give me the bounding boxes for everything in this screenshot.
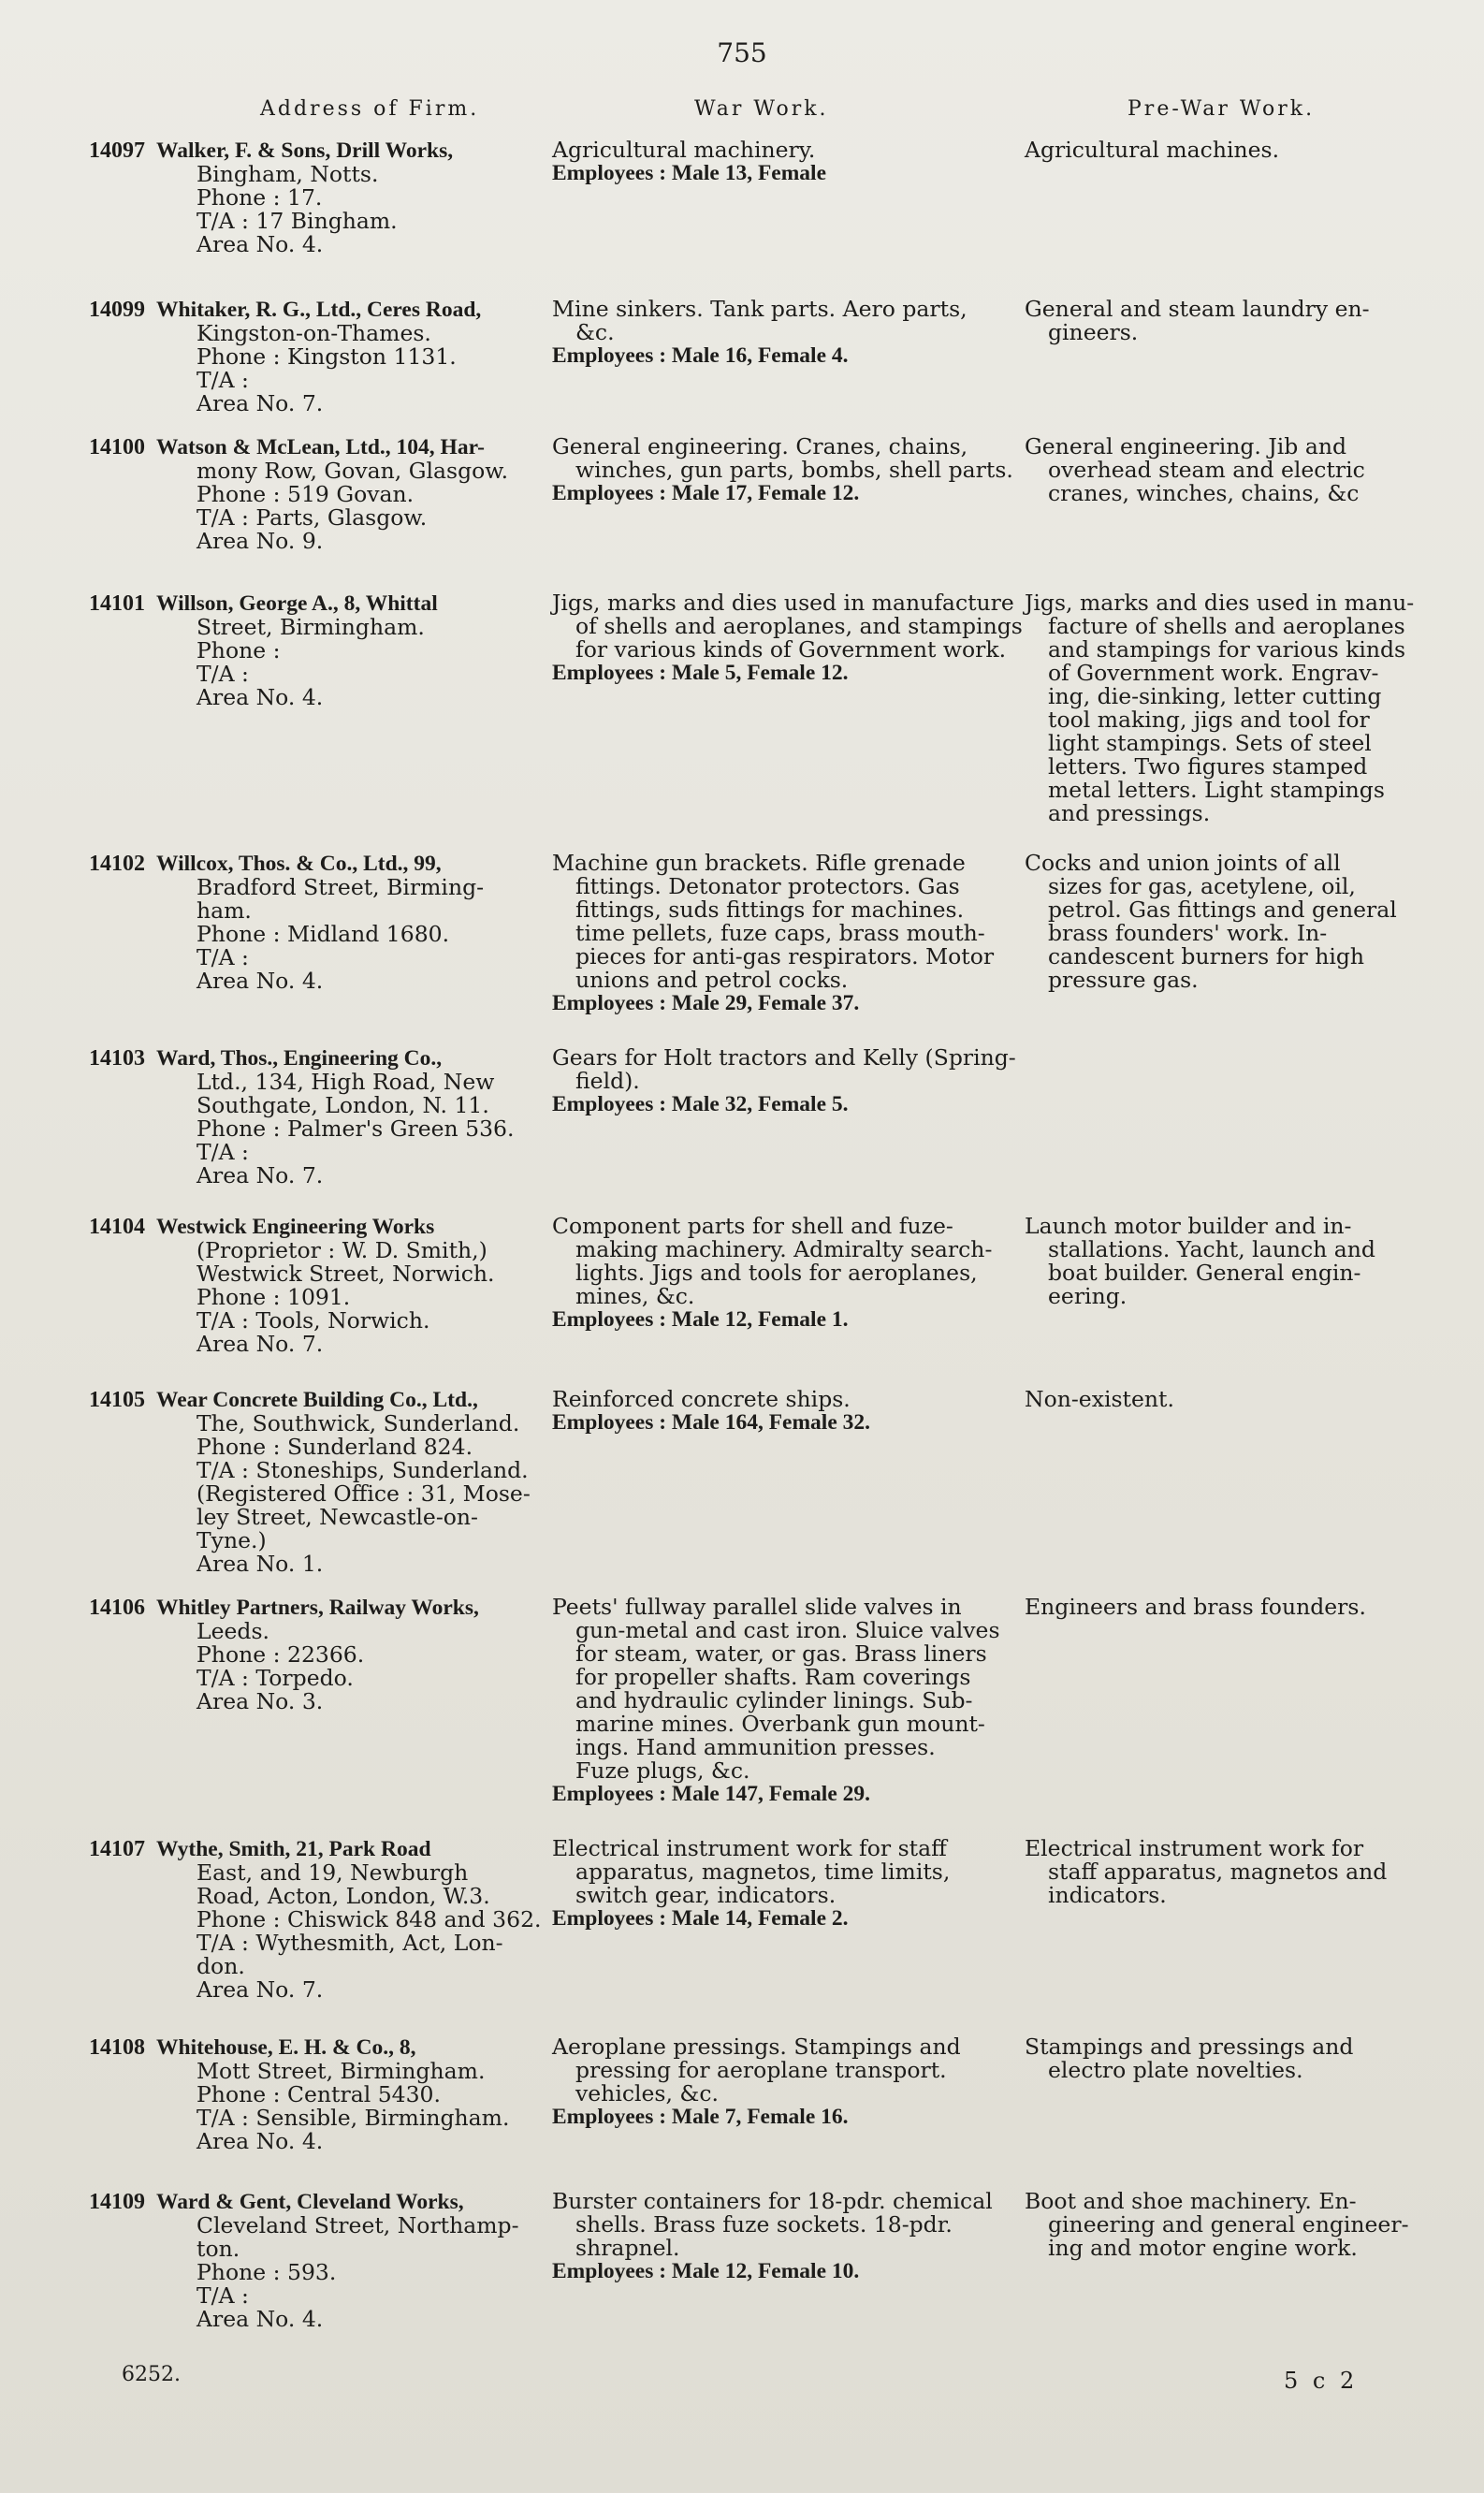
employees-count: Employees : Male 12, Female 10. bbox=[552, 2259, 860, 2283]
pre-war-work-line: overhead steam and electric bbox=[1048, 457, 1365, 483]
firm-name: Whitley Partners, Railway Works, bbox=[156, 1596, 479, 1620]
address-line: T/A : bbox=[196, 367, 249, 393]
firm-name: Wear Concrete Building Co., Ltd., bbox=[156, 1388, 478, 1412]
pre-war-work-line: Stampings and pressings and bbox=[1025, 2034, 1354, 2060]
address-line: T/A : Tools, Norwich. bbox=[196, 1307, 430, 1334]
address-line: The, Southwick, Sunderland. bbox=[196, 1410, 520, 1436]
pre-war-work-line: facture of shells and aeroplanes bbox=[1048, 613, 1405, 639]
war-work bbox=[552, 1215, 1011, 1332]
address-line: Cleveland Street, Northamp- bbox=[196, 2212, 519, 2238]
address-line: Area No. 3. bbox=[196, 1688, 324, 1714]
firm-name-line bbox=[89, 2035, 552, 2060]
address-line: Phone : Kingston 1131. bbox=[196, 343, 457, 370]
pre-war-work-line: gineers. bbox=[1048, 319, 1139, 345]
firm-address bbox=[89, 591, 552, 709]
entry-number: 14107 bbox=[89, 1837, 145, 1861]
war-work-line: gun-metal and cast iron. Sluice valves bbox=[575, 1617, 1000, 1643]
entry-number: 14105 bbox=[89, 1388, 145, 1412]
war-work-line: field). bbox=[575, 1068, 640, 1094]
employees-count: Employees : Male 7, Female 16. bbox=[552, 2105, 849, 2129]
war-work bbox=[552, 1837, 1011, 1931]
pre-war-work-line: boat builder. General engin- bbox=[1048, 1260, 1361, 1286]
war-work-line: for various kinds of Government work. bbox=[575, 636, 1007, 663]
firm-name: Watson & McLean, Ltd., 104, Har- bbox=[156, 435, 485, 459]
pre-war-work-line: electro plate novelties. bbox=[1048, 2057, 1303, 2083]
address-line: Bradford Street, Birming- bbox=[196, 874, 485, 900]
pre-war-work-line: eering. bbox=[1048, 1283, 1128, 1309]
war-work-line: Burster containers for 18-pdr. chemical bbox=[552, 2188, 993, 2214]
war-work-line: Fuze plugs, &c. bbox=[575, 1757, 750, 1784]
page-number: 755 bbox=[717, 37, 767, 68]
address-line: Kingston-on-Thames. bbox=[196, 320, 431, 346]
pre-war-work-line: of Government work. Engrav- bbox=[1048, 660, 1379, 686]
address-line: Area No. 4. bbox=[196, 2128, 324, 2154]
war-work-line: ings. Hand ammunition presses. bbox=[575, 1734, 936, 1760]
war-work-line: Aeroplane pressings. Stampings and bbox=[552, 2034, 961, 2060]
pre-war-work bbox=[1025, 2035, 1399, 2082]
firm-name-line bbox=[89, 591, 552, 616]
address-line: ley Street, Newcastle-on- bbox=[196, 1504, 478, 1530]
address-line: Area No. 7. bbox=[196, 390, 324, 416]
war-work-line: fittings, suds fittings for machines. bbox=[575, 897, 965, 923]
employees-count: Employees : Male 17, Female 12. bbox=[552, 481, 860, 505]
address-line: Area No. 1. bbox=[196, 1551, 324, 1577]
firm-name-line bbox=[89, 1596, 552, 1620]
war-work-line: lights. Jigs and tools for aeroplanes, bbox=[575, 1260, 978, 1286]
address-line: T/A : Parts, Glasgow. bbox=[196, 504, 428, 531]
pre-war-work-line: gineering and general engineer- bbox=[1048, 2211, 1409, 2238]
column-headers bbox=[0, 97, 1484, 135]
employees-count: Employees : Male 13, Female bbox=[552, 161, 827, 185]
war-work-line: time pellets, fuze caps, brass mouth- bbox=[575, 920, 985, 946]
pre-war-work-line: cranes, winches, chains, &c bbox=[1048, 480, 1360, 506]
footer-print-code: 6252. bbox=[122, 2363, 181, 2386]
firm-name: Whitehouse, E. H. & Co., 8, bbox=[156, 2035, 416, 2060]
entry-number: 14102 bbox=[89, 852, 145, 876]
war-work bbox=[552, 435, 1011, 505]
employees-count: Employees : Male 147, Female 29. bbox=[552, 1782, 871, 1806]
address-line: Area No. 9. bbox=[196, 528, 324, 554]
address-line: Phone : Central 5430. bbox=[196, 2081, 441, 2107]
address-line: Area No. 4. bbox=[196, 231, 324, 257]
address-line: (Registered Office : 31, Mose- bbox=[196, 1480, 531, 1507]
war-work-line: mines, &c. bbox=[575, 1283, 695, 1309]
address-line: Phone : Midland 1680. bbox=[196, 921, 450, 947]
address-line: T/A : Stoneships, Sunderland. bbox=[196, 1457, 529, 1483]
address-line: Southgate, London, N. 11. bbox=[196, 1092, 489, 1118]
pre-war-work-line: Engineers and brass founders. bbox=[1025, 1594, 1366, 1620]
address-line: T/A : bbox=[196, 661, 249, 687]
address-line: Phone : 1091. bbox=[196, 1284, 351, 1310]
header-address: Address of Firm. bbox=[260, 97, 480, 121]
address-line: Phone : Sunderland 824. bbox=[196, 1434, 473, 1460]
war-work-line: Jigs, marks and dies used in manufacture bbox=[552, 590, 1014, 616]
address-line: Phone : Chiswick 848 and 362. bbox=[196, 1906, 542, 1932]
address-line: T/A : Sensible, Birmingham. bbox=[196, 2105, 510, 2131]
pre-war-work-line: metal letters. Light stampings bbox=[1048, 777, 1385, 803]
entry-number: 14097 bbox=[89, 138, 145, 163]
pre-war-work-line: Non-existent. bbox=[1025, 1386, 1174, 1412]
address-line: Phone : bbox=[196, 637, 281, 663]
address-line: T/A : Torpedo. bbox=[196, 1665, 354, 1691]
war-work-line: Gears for Holt tractors and Kelly (Spring- bbox=[552, 1044, 1016, 1071]
address-line: ton. bbox=[196, 2236, 240, 2262]
war-work-line: making machinery. Admiralty search- bbox=[575, 1236, 993, 1262]
firm-name: Walker, F. & Sons, Drill Works, bbox=[156, 138, 454, 163]
pre-war-work-line: and stampings for various kinds bbox=[1048, 636, 1406, 663]
war-work-line: for propeller shafts. Ram coverings bbox=[575, 1664, 971, 1690]
firm-name-line bbox=[89, 298, 552, 322]
address-line: mony Row, Govan, Glasgow. bbox=[196, 458, 509, 484]
war-work bbox=[552, 1388, 1011, 1435]
pre-war-work bbox=[1025, 2188, 1409, 2261]
war-work-line: of shells and aeroplanes, and stampings bbox=[575, 613, 1023, 639]
war-work-line: shells. Brass fuze sockets. 18-pdr. bbox=[575, 2211, 953, 2238]
pre-war-work-line: candescent burners for high bbox=[1048, 943, 1365, 970]
address-line: Ltd., 134, High Road, New bbox=[196, 1069, 495, 1095]
firm-name-line bbox=[89, 1388, 552, 1412]
address-line: Bingham, Notts. bbox=[196, 161, 379, 187]
address-line: Area No. 7. bbox=[196, 1331, 324, 1357]
war-work-line: Agricultural machinery. bbox=[552, 137, 816, 163]
address-line: Road, Acton, London, W.3. bbox=[196, 1883, 490, 1909]
war-work-line: fittings. Detonator protectors. Gas bbox=[575, 873, 960, 899]
pre-war-work-line: Agricultural machines. bbox=[1025, 137, 1280, 163]
pre-war-work-line: pressure gas. bbox=[1048, 967, 1199, 993]
address-line: Area No. 4. bbox=[196, 2306, 324, 2332]
address-line: T/A : bbox=[196, 2282, 249, 2309]
firm-address bbox=[89, 1837, 552, 2002]
footer-signature: 5 c 2 bbox=[1284, 2368, 1359, 2394]
address-line: Leeds. bbox=[196, 1618, 269, 1644]
pre-war-work-line: stallations. Yacht, launch and bbox=[1048, 1236, 1375, 1262]
address-line: Mott Street, Birmingham. bbox=[196, 2058, 486, 2084]
firm-name: Ward, Thos., Engineering Co., bbox=[156, 1046, 443, 1071]
war-work-line: Mine sinkers. Tank parts. Aero parts, bbox=[552, 296, 968, 322]
entry-number: 14104 bbox=[89, 1215, 145, 1239]
pre-war-work-line: Boot and shoe machinery. En- bbox=[1025, 2188, 1357, 2214]
firm-address bbox=[89, 1215, 552, 1356]
firm-address bbox=[89, 852, 552, 993]
address-line: Street, Birmingham. bbox=[196, 614, 425, 640]
war-work-line: Reinforced concrete ships. bbox=[552, 1386, 851, 1412]
war-work-line: pressing for aeroplane transport. bbox=[575, 2057, 947, 2083]
address-line: (Proprietor : W. D. Smith,) bbox=[196, 1237, 487, 1263]
employees-count: Employees : Male 5, Female 12. bbox=[552, 661, 849, 685]
pre-war-work-line: Jigs, marks and dies used in manu- bbox=[1025, 590, 1415, 616]
firm-address bbox=[89, 2190, 552, 2331]
address-line: Tyne.) bbox=[196, 1527, 267, 1553]
pre-war-work-line: ing and motor engine work. bbox=[1048, 2235, 1358, 2261]
war-work bbox=[552, 852, 1011, 1015]
war-work-line: winches, gun parts, bombs, shell parts. bbox=[575, 457, 1013, 483]
pre-war-work-line: tool making, jigs and tool for bbox=[1048, 707, 1370, 733]
firm-address bbox=[89, 1596, 552, 1713]
pre-war-work-line: and pressings. bbox=[1048, 800, 1211, 826]
war-work-line: Component parts for shell and fuze- bbox=[552, 1213, 953, 1239]
employees-count: Employees : Male 16, Female 4. bbox=[552, 343, 849, 368]
firm-name-line bbox=[89, 1837, 552, 1861]
firm-name: Westwick Engineering Works bbox=[156, 1215, 435, 1239]
firm-name-line bbox=[89, 435, 552, 459]
war-work-line: shrapnel. bbox=[575, 2235, 680, 2261]
war-work bbox=[552, 298, 1011, 368]
pre-war-work bbox=[1025, 138, 1399, 162]
employees-count: Employees : Male 14, Female 2. bbox=[552, 1906, 849, 1931]
firm-address bbox=[89, 2035, 552, 2153]
address-line: Area No. 7. bbox=[196, 1976, 324, 2003]
firm-address bbox=[89, 1388, 552, 1576]
address-line: T/A : bbox=[196, 1139, 249, 1165]
war-work bbox=[552, 590, 1023, 685]
pre-war-work bbox=[1025, 1388, 1399, 1411]
address-line: don. bbox=[196, 1953, 245, 1979]
pre-war-work-line: brass founders' work. In- bbox=[1048, 920, 1328, 946]
address-line: Phone : 17. bbox=[196, 184, 323, 211]
war-work-line: apparatus, magnetos, time limits, bbox=[575, 1859, 951, 1885]
entry-number: 14106 bbox=[89, 1596, 145, 1620]
address-line: Phone : Palmer's Green 536. bbox=[196, 1115, 515, 1142]
pre-war-work-line: General and steam laundry en- bbox=[1025, 296, 1370, 322]
war-work bbox=[552, 1044, 1016, 1116]
entry-number: 14099 bbox=[89, 298, 145, 322]
war-work bbox=[552, 2190, 1011, 2283]
pre-war-work-line: sizes for gas, acetylene, oil, bbox=[1048, 873, 1356, 899]
address-line: Area No. 4. bbox=[196, 968, 324, 994]
pre-war-work bbox=[1025, 1837, 1399, 1907]
war-work-line: General engineering. Cranes, chains, bbox=[552, 433, 968, 459]
address-line: T/A : Wythesmith, Act, Lon- bbox=[196, 1930, 503, 1956]
war-work bbox=[552, 138, 1011, 185]
address-line: Westwick Street, Norwich. bbox=[196, 1261, 495, 1287]
employees-count: Employees : Male 32, Female 5. bbox=[552, 1092, 849, 1116]
pre-war-work bbox=[1025, 1215, 1399, 1308]
pre-war-work-line: letters. Two figures stamped bbox=[1048, 753, 1368, 780]
address-line: Phone : 519 Govan. bbox=[196, 481, 415, 507]
war-work-line: Peets' fullway parallel slide valves in bbox=[552, 1594, 962, 1620]
pre-war-work bbox=[1025, 1596, 1399, 1619]
entry-number: 14109 bbox=[89, 2190, 145, 2214]
pre-war-work-line: light stampings. Sets of steel bbox=[1048, 730, 1372, 756]
war-work bbox=[552, 1596, 1011, 1806]
firm-name-line bbox=[89, 138, 552, 163]
war-work-line: switch gear, indicators. bbox=[575, 1882, 837, 1908]
pre-war-work bbox=[1025, 852, 1399, 992]
war-work-line: and hydraulic cylinder linings. Sub- bbox=[575, 1687, 973, 1713]
pre-war-work-line: Cocks and union joints of all bbox=[1025, 850, 1341, 876]
employees-count: Employees : Male 12, Female 1. bbox=[552, 1307, 849, 1332]
pre-war-work-line: petrol. Gas fittings and general bbox=[1048, 897, 1397, 923]
address-line: Phone : 593. bbox=[196, 2259, 337, 2285]
firm-name-line bbox=[89, 1046, 552, 1071]
address-line: T/A : 17 Bingham. bbox=[196, 208, 398, 234]
header-war-work: War Work. bbox=[694, 97, 829, 121]
pre-war-work-line: General engineering. Jib and bbox=[1025, 433, 1347, 459]
pre-war-work bbox=[1025, 435, 1399, 505]
pre-war-work bbox=[1025, 590, 1415, 826]
pre-war-work bbox=[1025, 298, 1399, 344]
address-line: Area No. 7. bbox=[196, 1162, 324, 1188]
employees-count: Employees : Male 29, Female 37. bbox=[552, 991, 860, 1015]
firm-address bbox=[89, 1046, 552, 1188]
firm-name-line bbox=[89, 1215, 552, 1239]
war-work-line: Machine gun brackets. Rifle grenade bbox=[552, 850, 966, 876]
firm-name-line bbox=[89, 2190, 552, 2214]
entry-number: 14108 bbox=[89, 2035, 145, 2060]
war-work-line: for steam, water, or gas. Brass liners bbox=[575, 1640, 987, 1667]
firm-name: Willson, George A., 8, Whittal bbox=[156, 591, 438, 616]
address-line: Phone : 22366. bbox=[196, 1641, 365, 1668]
pre-war-work-line: Launch motor builder and in- bbox=[1025, 1213, 1352, 1239]
address-line: ham. bbox=[196, 897, 252, 924]
address-line: East, and 19, Newburgh bbox=[196, 1859, 469, 1886]
address-line: T/A : bbox=[196, 944, 249, 970]
war-work-line: &c. bbox=[575, 319, 615, 345]
war-work-line: unions and petrol cocks. bbox=[575, 967, 849, 993]
pre-war-work-line: indicators. bbox=[1048, 1882, 1167, 1908]
war-work-line: pieces for anti-gas respirators. Motor bbox=[575, 943, 995, 970]
firm-name: Willcox, Thos. & Co., Ltd., 99, bbox=[156, 852, 442, 876]
firm-address bbox=[89, 138, 552, 256]
war-work bbox=[552, 2035, 1011, 2129]
war-work-line: Electrical instrument work for staff bbox=[552, 1835, 947, 1861]
entry-number: 14101 bbox=[89, 591, 145, 616]
firm-name: Wythe, Smith, 21, Park Road bbox=[156, 1837, 431, 1861]
pre-war-work-line: Electrical instrument work for bbox=[1025, 1835, 1364, 1861]
firm-name: Whitaker, R. G., Ltd., Ceres Road, bbox=[156, 298, 482, 322]
firm-name: Ward & Gent, Cleveland Works, bbox=[156, 2190, 464, 2214]
entry-number: 14103 bbox=[89, 1046, 145, 1071]
war-work-line: marine mines. Overbank gun mount- bbox=[575, 1711, 985, 1737]
firm-address bbox=[89, 298, 552, 416]
pre-war-work-line: ing, die-sinking, letter cutting bbox=[1048, 683, 1382, 709]
firm-address bbox=[89, 435, 552, 553]
pre-war-work-line: staff apparatus, magnetos and bbox=[1048, 1859, 1388, 1885]
firm-name-line bbox=[89, 852, 552, 876]
header-pre-war-work: Pre-War Work. bbox=[1128, 97, 1316, 121]
address-line: Area No. 4. bbox=[196, 684, 324, 710]
war-work-line: vehicles, &c. bbox=[575, 2080, 719, 2107]
entry-number: 14100 bbox=[89, 435, 145, 459]
employees-count: Employees : Male 164, Female 32. bbox=[552, 1410, 871, 1435]
